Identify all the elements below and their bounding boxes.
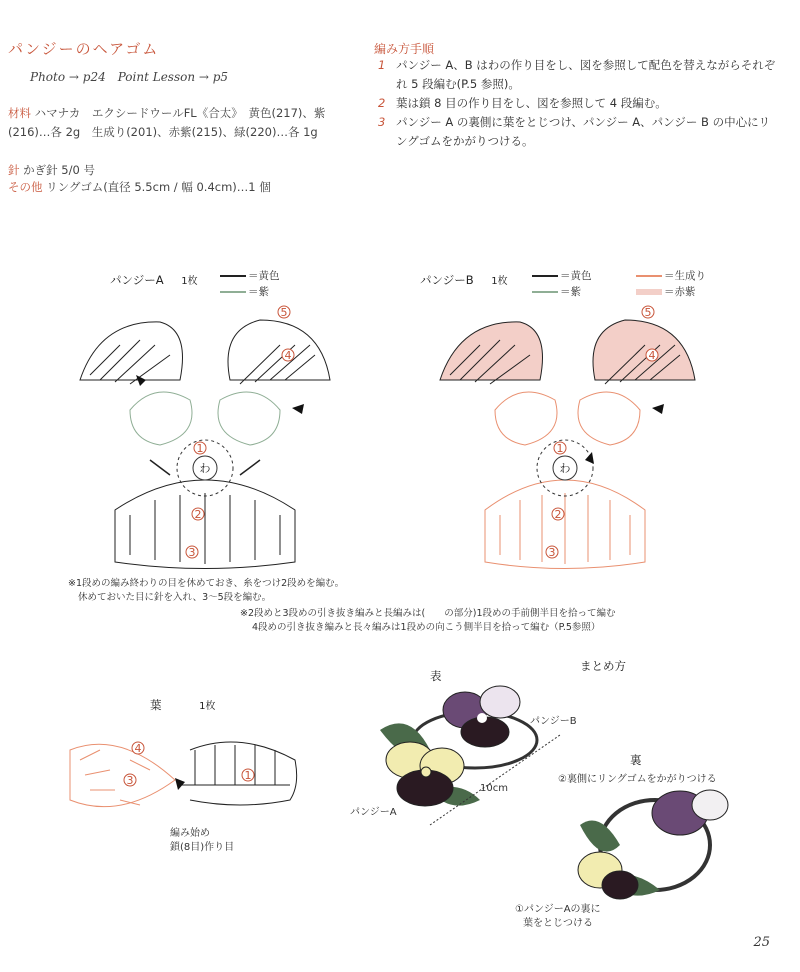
needle-text: かぎ針 5/0 号	[23, 163, 95, 177]
legend-label: ＝紫	[248, 286, 269, 298]
note-2-line-2: 4段めの引き抜き編みと長々編みは1段めの向こう側半目を拾って編む（P.5参照）	[252, 622, 601, 633]
legend-swatch-yellow	[532, 275, 558, 277]
svg-text:5: 5	[280, 306, 288, 319]
step-text: パンジー A の裏側に葉をとじつけ、パンジー A、パンジー B の中心にリングゴムをかがりつける。	[396, 115, 771, 148]
note-2	[240, 607, 616, 635]
pansy-b-illustration	[443, 686, 520, 747]
svg-text:1: 1	[244, 769, 252, 782]
svg-text:3: 3	[188, 546, 196, 559]
step-number: 2	[378, 96, 386, 110]
svg-text:1: 1	[556, 442, 564, 455]
back-callout: ②裏側にリングゴムをかがりつける	[558, 774, 717, 785]
leaf-attach-callout	[515, 903, 601, 931]
pansy-a-legend-1	[220, 268, 280, 283]
materials-block	[8, 104, 338, 142]
photo-reference: Photo → p24 Point Lesson → p5	[30, 70, 229, 84]
other-label: その他	[8, 180, 43, 194]
pansy-b-diagram	[430, 300, 720, 575]
pansy-a-legend-2	[220, 284, 269, 299]
pansy-b-legend-1	[532, 268, 592, 283]
note-1-line-2: 休めておいた目に針を入れ、3〜5段を編む。	[78, 592, 272, 603]
pansy-a-title-text: パンジーA	[110, 273, 164, 287]
material-text: ハマナカ エクシードウールFL《合太》 黄色(217)、紫(216)…各 2g 生成り(201)、赤紫(215)、緑(220)…各 1g	[8, 106, 326, 139]
other-text: リングゴム(直径 5.5cm / 幅 0.4cm)…1 個	[46, 180, 271, 194]
page-number: 25	[753, 935, 770, 950]
pansy-a-diagram	[60, 300, 350, 575]
leaf-start-line-2: 鎖(8目)作り目	[170, 842, 235, 853]
pansy-b-title-text: パンジーB	[420, 273, 474, 287]
assembly-back-illustration	[560, 785, 750, 915]
leaf-start-note	[170, 827, 234, 855]
svg-text:4: 4	[648, 349, 656, 362]
leaf-title	[150, 697, 216, 713]
ring-label: わ	[199, 462, 211, 475]
step-text: 葉は鎖 8 目の作り目をし、図を参照して 4 段編む。	[396, 96, 667, 110]
pansy-b-legend-3	[636, 268, 706, 283]
other-block	[8, 178, 338, 197]
step-text: パンジー A、B はわの作り目をし、図を参照して配色を替えながらそれぞれ 5 段編む(P.5 参照)。	[396, 58, 776, 91]
leaf-title-text: 葉	[150, 698, 162, 712]
legend-label: ＝生成り	[664, 270, 706, 282]
leaf-start-line-1: 編み始め	[170, 828, 210, 839]
assembly-front-illustration	[370, 680, 570, 830]
material-label: 材料	[8, 106, 31, 120]
pansy-a-title	[110, 272, 198, 288]
steps-title: 編み方手順	[374, 42, 435, 56]
size-label: 10cm	[480, 783, 508, 794]
assembly-title: まとめ方	[580, 659, 626, 673]
step-item	[378, 94, 778, 113]
legend-swatch-purple	[532, 291, 558, 293]
svg-text:3: 3	[126, 774, 134, 787]
legend-swatch-purple	[220, 291, 246, 293]
pansy-b-title	[420, 272, 508, 288]
pansy-a-callout: パンジーA	[350, 807, 397, 818]
legend-swatch-yellow	[220, 275, 246, 277]
svg-text:5: 5	[644, 306, 652, 319]
leaf-attach-line-1: ①パンジーAの裏に	[515, 904, 601, 915]
legend-label: ＝紫	[560, 286, 581, 298]
step-item	[378, 113, 778, 151]
front-label: 表	[430, 669, 442, 683]
pansy-b-callout: パンジーB	[530, 716, 577, 727]
note-1	[68, 577, 344, 605]
step-number: 3	[378, 115, 386, 129]
step-number: 1	[378, 58, 386, 72]
svg-text:1: 1	[196, 442, 204, 455]
pansy-b-count: 1枚	[491, 276, 508, 287]
note-1-line-1: ※1段めの編み終わりの目を休めておき、糸をつけ2段めを編む。	[68, 578, 345, 589]
pansy-b-legend-4	[636, 284, 696, 299]
svg-text:3: 3	[548, 546, 556, 559]
legend-swatch-magenta	[636, 289, 662, 295]
ring-label: わ	[559, 462, 571, 475]
pansy-a-count: 1枚	[181, 276, 198, 287]
svg-text:2: 2	[194, 508, 202, 521]
back-label: 裏	[630, 753, 642, 767]
leaf-attach-line-2: 葉をとじつける	[523, 918, 593, 929]
svg-text:4: 4	[134, 742, 142, 755]
leaf-count: 1枚	[199, 701, 216, 712]
svg-text:2: 2	[554, 508, 562, 521]
legend-label: ＝赤紫	[664, 286, 696, 298]
leaf-diagram	[60, 730, 310, 820]
legend-label: ＝黄色	[560, 270, 592, 282]
needle-label: 針	[8, 163, 20, 177]
note-2-line-1: ※2段めと3段めの引き抜き編みと長編みは( の部分)1段めの手前側半目を拾って編む	[240, 608, 616, 619]
legend-label: ＝黄色	[248, 270, 280, 282]
svg-text:4: 4	[284, 349, 292, 362]
legend-swatch-ecru	[636, 275, 662, 277]
steps-list	[378, 56, 778, 151]
pansy-b-legend-2	[532, 284, 581, 299]
step-item	[378, 56, 778, 94]
page-title: パンジーのヘアゴム	[8, 40, 160, 58]
